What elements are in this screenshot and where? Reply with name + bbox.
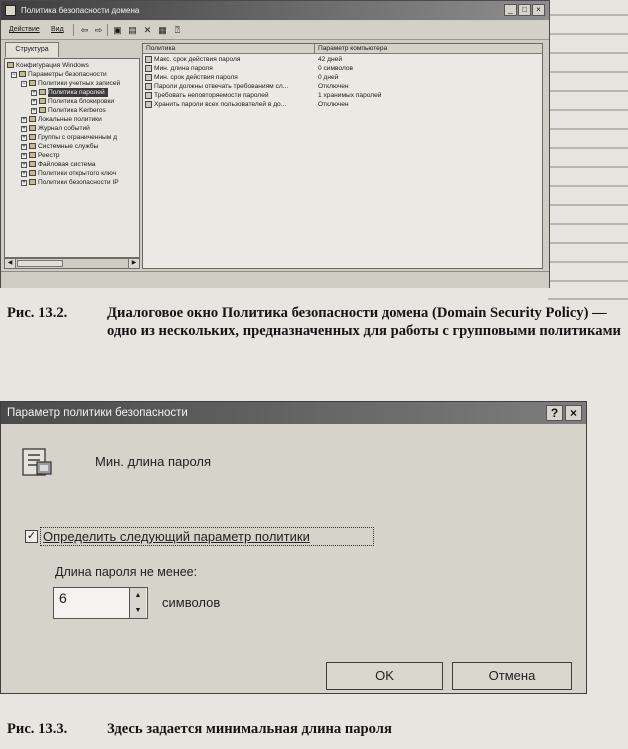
tree-horizontal-scrollbar[interactable] [4, 258, 140, 269]
expand-icon[interactable]: + [32, 108, 36, 114]
folder-icon [39, 107, 46, 113]
tree-item[interactable]: − Политики учетных записей [22, 80, 121, 87]
password-length-spinbox[interactable] [53, 587, 148, 619]
list-item[interactable]: Хранить пароли всех пользователей в до... Отключен [143, 100, 542, 109]
toolbar [1, 21, 549, 40]
expand-icon[interactable]: + [32, 90, 36, 96]
scroll-thumb[interactable] [17, 260, 63, 267]
console-tree [4, 58, 140, 258]
define-policy-checkbox[interactable] [25, 530, 38, 543]
tab-structure[interactable]: Структура [5, 42, 59, 57]
figure-caption-13-3 [7, 720, 625, 742]
tree-item[interactable]: + Локальные политики [22, 116, 102, 123]
tree-item[interactable]: + Файловая система [22, 161, 96, 168]
folder-icon [29, 179, 36, 185]
expand-icon[interactable]: + [22, 117, 26, 123]
tree-item[interactable]: + Политики безопасности IP [22, 179, 119, 186]
define-policy-label[interactable]: Определить следующий параметр политики [43, 529, 310, 544]
help-button[interactable]: ? [546, 405, 563, 421]
tree-item[interactable]: + Политика Kerberos [32, 107, 106, 114]
cancel-button[interactable]: Отмена [452, 662, 572, 690]
folder-icon [29, 152, 36, 158]
folder-icon [29, 116, 36, 122]
show-tree-icon[interactable]: ▣ [113, 25, 122, 35]
mmc-app-icon [5, 5, 16, 16]
list-item[interactable]: Мин. длина пароля 0 символов [143, 64, 542, 73]
forward-arrow-icon[interactable]: ⇨ [94, 25, 103, 35]
window1-titlebar[interactable] [1, 1, 549, 20]
policy-icon [145, 92, 152, 99]
caption-number: Рис. 13.2. [7, 305, 68, 321]
folder-icon [29, 80, 36, 86]
list-item[interactable]: Пароли должны отвечать требованиям сл... Отключен [143, 82, 542, 91]
collapse-icon[interactable]: − [12, 72, 16, 78]
expand-icon[interactable]: + [32, 99, 36, 105]
tree-item[interactable]: + Политики открытого ключ [22, 170, 117, 177]
folder-icon [7, 62, 14, 68]
close-button[interactable]: × [532, 4, 545, 16]
folder-icon [29, 170, 36, 176]
spin-down-icon[interactable]: ▼ [130, 603, 146, 618]
list-item[interactable]: Требовать неповторяемости паролей 1 хранимых паролей [143, 91, 542, 100]
window1-title: Политика безопасности домена [21, 6, 140, 15]
folder-icon [29, 125, 36, 131]
folder-icon [29, 134, 36, 140]
help-icon[interactable]: ⍰ [174, 25, 181, 35]
policy-settings-icon [20, 445, 54, 479]
column-header-policy[interactable]: Политика [143, 44, 315, 54]
tree-item[interactable]: + Реестр [22, 152, 60, 159]
menu-view[interactable]: Вид [51, 26, 64, 33]
tree-item[interactable]: + Журнал событий [22, 125, 90, 132]
dialog-title: Параметр политики безопасности [7, 407, 188, 419]
tree-item[interactable]: Конфигурация Windows [7, 61, 89, 70]
tree-item-password-policy[interactable]: Политика паролей [48, 88, 108, 97]
delete-icon[interactable]: ✕ [143, 25, 152, 35]
security-policy-setting-dialog [0, 401, 587, 694]
minimize-button[interactable]: _ [504, 4, 517, 16]
expand-icon[interactable]: + [22, 180, 26, 186]
password-length-value[interactable]: 6 [59, 590, 67, 606]
tree-item[interactable]: − Параметры безопасности [12, 71, 107, 78]
maximize-button[interactable]: □ [518, 4, 531, 16]
length-label: Длина пароля не менее: [55, 565, 198, 579]
units-label: символов [162, 595, 221, 610]
ok-button[interactable]: OK [326, 662, 443, 690]
scroll-right-icon[interactable]: ▶ [128, 259, 139, 268]
policy-icon [145, 74, 152, 81]
tree-item[interactable]: + Группы с ограниченным д [22, 134, 117, 141]
tree-item[interactable]: + Политика блокировки [32, 98, 115, 105]
collapse-icon[interactable]: − [22, 81, 26, 87]
expand-icon[interactable]: + [22, 135, 26, 141]
back-arrow-icon[interactable]: ⇦ [80, 25, 89, 35]
figure-caption-13-2 [7, 304, 625, 362]
caption-number: Рис. 13.3. [7, 721, 68, 737]
status-bar [1, 271, 549, 288]
policy-name: Мин. длина пароля [95, 454, 212, 469]
policy-icon [145, 65, 152, 72]
list-item[interactable]: Макс. срок действия пароля 42 дней [143, 55, 542, 64]
domain-security-policy-window [0, 0, 550, 288]
folder-icon [29, 161, 36, 167]
caption-text: Здесь задается минимальная длина пароля [107, 721, 392, 737]
close-button[interactable]: × [565, 405, 582, 421]
expand-icon[interactable]: + [22, 126, 26, 132]
column-header-computer-setting[interactable]: Параметр компьютера [315, 44, 543, 54]
policy-icon [145, 83, 152, 90]
expand-icon[interactable]: + [22, 144, 26, 150]
up-folder-icon[interactable]: ▤ [128, 25, 137, 35]
folder-icon [19, 71, 26, 77]
policy-icon [145, 56, 152, 63]
menu-action[interactable]: Действие [9, 26, 40, 33]
folder-icon [29, 143, 36, 149]
caption-text: Диалоговое окно Политика безопасности домена (Domain Security Policy) — одно из нескольких, предназначенных для работы с групповыми политиками [107, 305, 621, 339]
checkmark-icon: ✓ [26, 530, 37, 542]
scroll-left-icon[interactable]: ◀ [5, 259, 16, 268]
policy-list [142, 43, 543, 269]
list-item[interactable]: Мин. срок действия пароля 0 дней [143, 73, 542, 82]
expand-icon[interactable]: + [22, 171, 26, 177]
tree-item[interactable]: + Системные службы [22, 143, 99, 150]
spin-up-icon[interactable]: ▲ [130, 588, 146, 604]
dialog-titlebar[interactable] [1, 402, 586, 424]
properties-icon[interactable]: ▦ [158, 25, 167, 35]
tree-item[interactable] [31, 88, 108, 97]
folder-icon [39, 98, 46, 104]
expand-icon[interactable]: + [22, 162, 26, 168]
folder-icon [39, 89, 46, 95]
policy-icon [145, 101, 152, 108]
expand-icon[interactable]: + [22, 153, 26, 159]
